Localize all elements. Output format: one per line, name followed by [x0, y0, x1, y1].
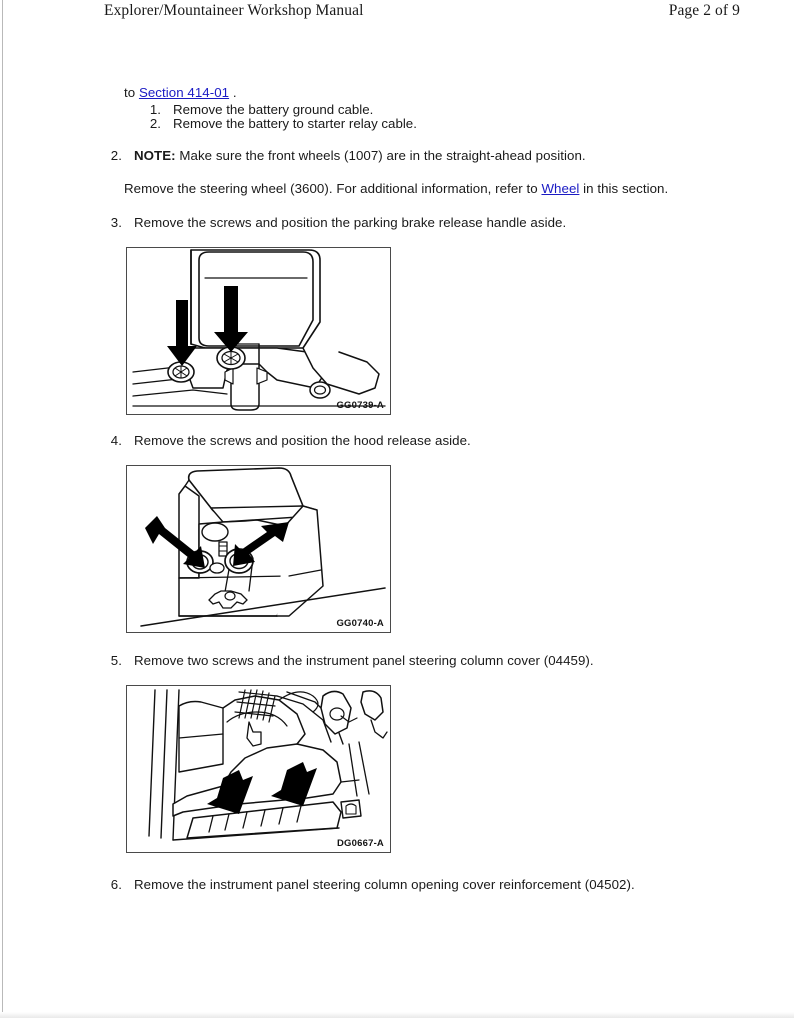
step-text: Remove the instrument panel steering column opening cover reinforcement (04502). [134, 877, 635, 892]
screw-boss-left [168, 362, 194, 382]
figure-3-illustration [127, 686, 390, 852]
step-text: Remove the screws and position the parking brake release handle aside. [134, 215, 567, 230]
scan-edge-bottom [0, 1012, 794, 1018]
scan-edge-left [2, 0, 3, 1018]
step-number: 2. [110, 148, 122, 163]
step-number: 3. [110, 215, 122, 230]
continued-suffix: . [229, 85, 237, 100]
step-2-body-prefix: Remove the steering wheel (3600). For additional information, refer to [124, 181, 542, 196]
screw-boss-lower-right [310, 382, 330, 398]
continued-reference-line [124, 84, 237, 101]
step-number: 6. [110, 877, 122, 892]
figure-hood-release [126, 465, 391, 633]
continued-prefix: to [124, 85, 139, 100]
step-text: Remove two screws and the instrument panel steering column cover (04459). [134, 653, 594, 668]
note-label: NOTE: [134, 148, 176, 163]
step-number: 4. [110, 433, 122, 448]
step-4 [100, 432, 471, 449]
figure-1-illustration [127, 248, 390, 414]
step-number: 5. [110, 653, 122, 668]
link-wheel[interactable]: Wheel [541, 181, 580, 196]
substep-number: 2. [149, 116, 161, 131]
step-5 [100, 652, 594, 669]
figure-2-illustration [127, 466, 390, 632]
substep-text: Remove the battery ground cable. [173, 102, 374, 117]
step-2 [100, 147, 586, 164]
note-text: Make sure the front wheels (1007) are in the straight-ahead position. [175, 148, 586, 163]
link-section-414-01[interactable]: Section 414-01 [138, 85, 230, 100]
step-text: Remove the screws and position the hood release aside. [134, 433, 471, 448]
figure-2-caption: GG0740-A [336, 618, 384, 629]
step-2-body [124, 180, 668, 197]
step-3 [100, 214, 566, 231]
substep-2 [145, 115, 417, 132]
figure-steering-column-cover [126, 685, 391, 853]
figure-1-caption: GG0739-A [336, 400, 384, 411]
page-number: Page 2 of 9 [668, 2, 740, 19]
substep-text: Remove the battery to starter relay cable. [173, 116, 417, 131]
substep-number: 1. [149, 102, 161, 117]
step-note-line [134, 147, 586, 164]
page-header [104, 2, 740, 20]
step-2-body-suffix: in this section. [579, 181, 669, 196]
figure-3-caption: DG0667-A [336, 838, 384, 849]
step-6 [100, 876, 635, 893]
document-title: Explorer/Mountaineer Workshop Manual [104, 2, 364, 19]
figure-parking-brake-release [126, 247, 391, 415]
